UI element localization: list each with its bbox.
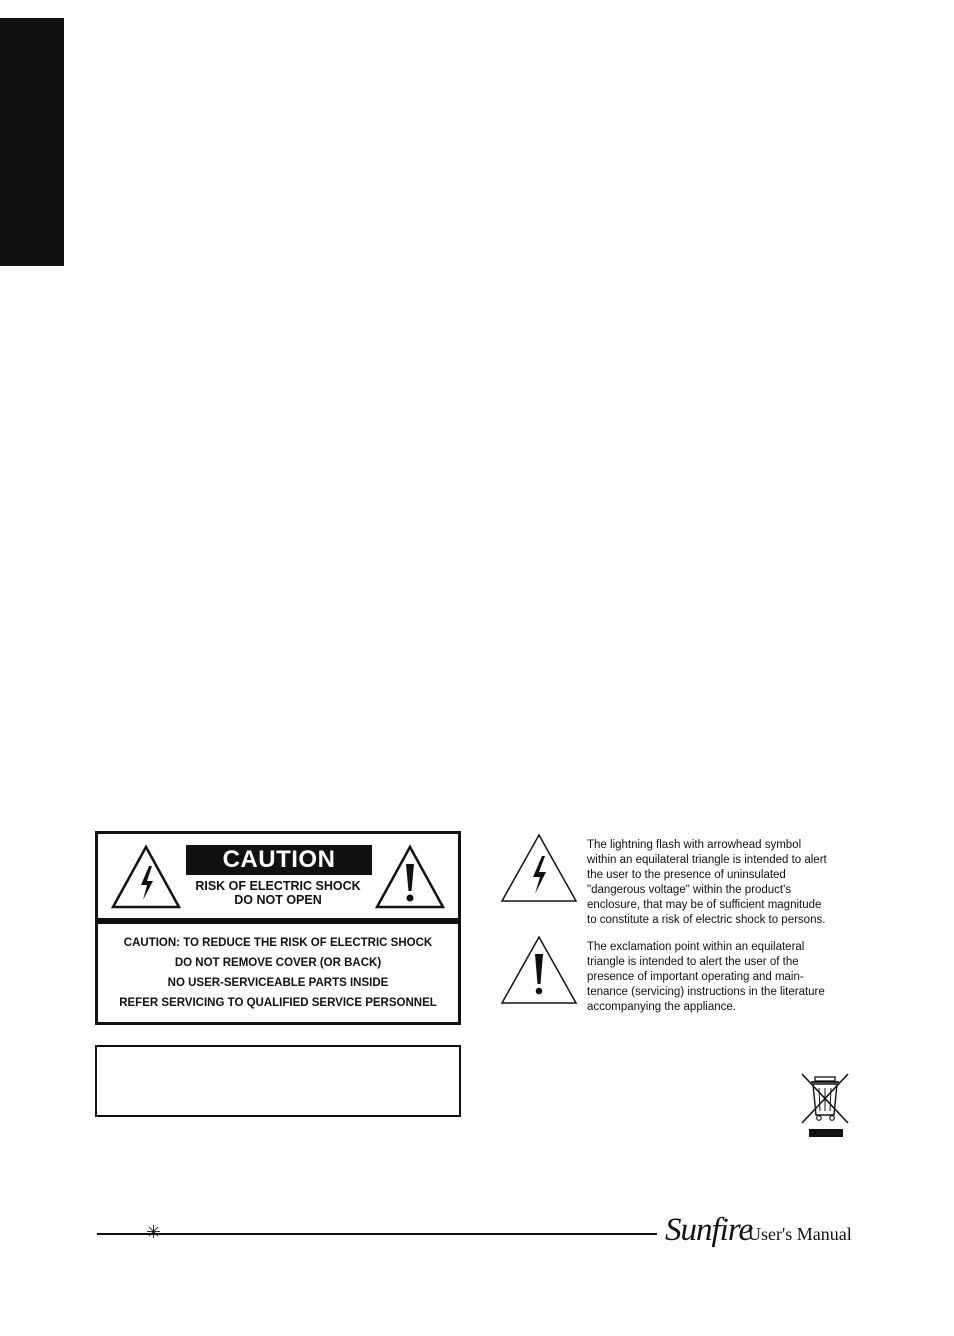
description-line: enclosure, that may be of sufficient magnitude [587,899,822,911]
edge-tab [0,18,64,266]
exclamation-warning-icon [374,844,446,910]
lightning-warning-icon [110,844,182,910]
lightning-symbol-description [587,838,867,928]
exclamation-warning-icon [499,934,579,1006]
manual-title: User's Manual [748,1224,852,1244]
caution-warning-line: NO USER-SERVICEABLE PARTS INSIDE [167,977,389,989]
footer-star-ornament: ✳ [146,1222,162,1242]
description-line: within an equilateral triangle is intended to alert [587,854,827,866]
lightning-warning-icon [499,832,579,904]
caution-warning-line: DO NOT REMOVE COVER (OR BACK) [174,957,382,969]
caution-label [95,831,461,1025]
caution-subtitle-line1: RISK OF ELECTRIC SHOCK [195,879,361,893]
caution-label-header [98,834,458,918]
caution-title: CAUTION [186,845,372,875]
description-line: The lightning flash with arrowhead symbol [587,839,802,851]
description-line: triangle is intended to alert the user of the [587,956,799,968]
notice-box [95,1045,461,1117]
description-line: "dangerous voltage" within the product's [587,884,792,896]
caution-warning-line: REFER SERVICING TO QUALIFIED SERVICE PERSONNEL [119,997,437,1009]
caution-warning-line: CAUTION: TO REDUCE THE RISK OF ELECTRIC SHOCK [123,937,433,949]
description-line: tenance (servicing) instructions in the literature [587,986,825,998]
footer-rule [97,1233,657,1235]
caution-subtitle-line2: DO NOT OPEN [234,893,322,907]
caution-warning-block [98,924,458,1022]
brand-logo: Sunfire [665,1212,753,1248]
description-line: accompanying the appliance. [587,1001,736,1013]
crossed-bin-icon [799,1071,851,1139]
description-line: presence of important operating and main- [587,971,804,983]
description-line: the user to the presence of uninsulated [587,869,786,881]
exclamation-symbol-description [587,940,867,1015]
description-line: The exclamation point within an equilateral [587,941,805,953]
description-line: to constitute a risk of electric shock to persons. [587,914,826,926]
